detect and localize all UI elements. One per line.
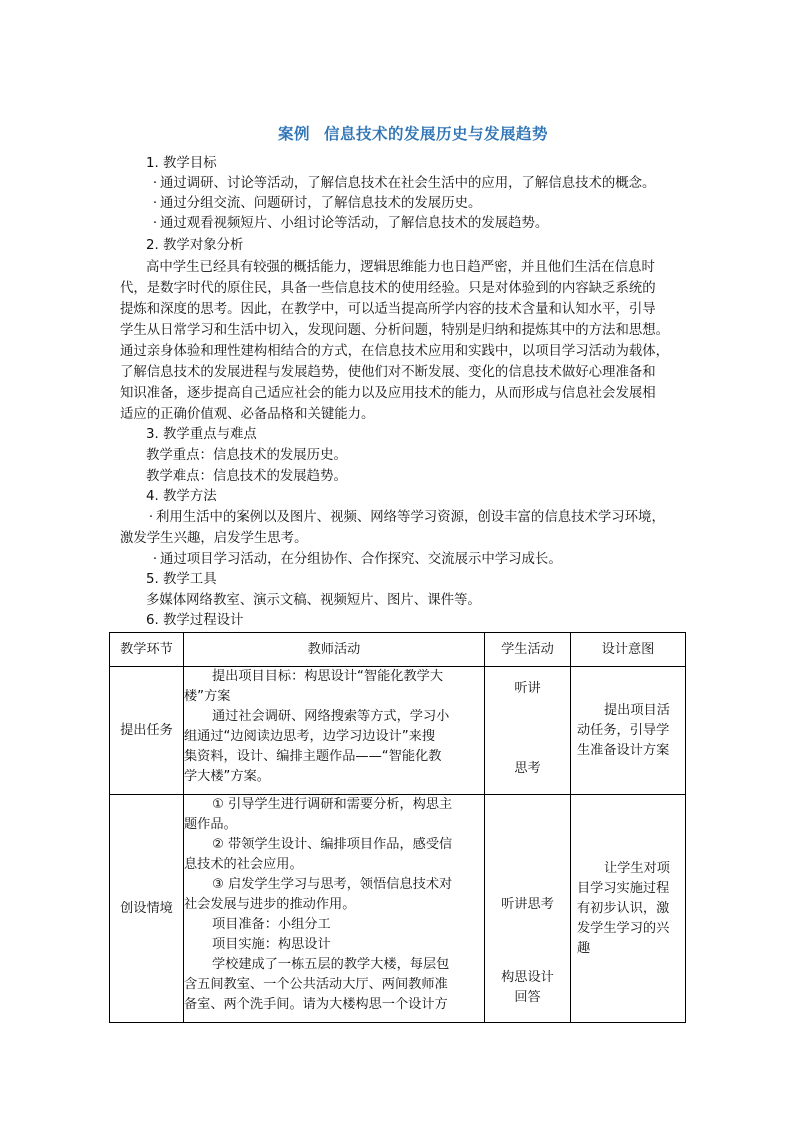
design-intent-cell: 提出项目活 动任务，引导学 生准备设计方案	[571, 667, 686, 795]
key-point-text: 教学重点：信息技术的发展历史。	[146, 448, 347, 463]
paragraph-line: 高中学生已经具有较强的概括能力，逻辑思维能力也日趋严密，并且他们生活在信息时	[146, 260, 655, 275]
paragraph-line: 知识准备，逐步提高自己适应社会的能力以及应用技术的能力，从而形成与信息社会发展相	[120, 386, 656, 401]
bullet-item: · 利用生活中的案例以及图片、视频、网络等学习资源，创设丰富的信息技术学习环境，	[148, 510, 665, 525]
section-heading-tools: 5. 教学工具	[146, 572, 217, 587]
paragraph-line: 提炼和深度的思考。因此，在教学中，可以适当提高所学内容的技术含量和认知水平，引导	[120, 302, 656, 317]
table-header-row	[110, 633, 686, 667]
section-heading-analysis: 2. 教学对象分析	[146, 238, 244, 253]
bullet-continuation: 激发学生兴趣，启发学生思考。	[120, 531, 308, 546]
case-label: 案例	[277, 125, 310, 143]
teacher-activity-cell: 提出项目目标：构思设计“智能化教学大 楼”方案 通过社会调研、网络搜索等方式，学习小 组通过“边阅读边思考，边学习边设计”来搜 集资料，设计、编排主题作品——“智能化教 学大楼”方案。	[184, 667, 485, 795]
paragraph-line: 了解信息技术的发展进程与发展趋势，使他们对不断发展、变化的信息技术做好心理准备和	[120, 365, 656, 380]
process-design-table	[109, 632, 686, 1023]
stage-cell: 提出任务	[110, 667, 184, 795]
tools-text: 多媒体网络教室、演示文稿、视频短片、图片、课件等。	[146, 593, 481, 608]
difficulty-text: 教学难点：信息技术的发展趋势。	[146, 469, 347, 484]
student-activity-cell: 听讲思考 构思设计 回答	[485, 795, 571, 1023]
paragraph-line: 代，是数字时代的原住民，具备一些信息技术的使用经验。只是对体验到的内容缺乏系统的	[120, 281, 656, 296]
header-stage: 教学环节	[110, 633, 184, 667]
bullet-item: · 通过调研、讨论等活动，了解信息技术在社会生活中的应用，了解信息技术的概念。	[152, 176, 656, 191]
table-row	[110, 795, 686, 1023]
page-title	[0, 122, 794, 144]
section-heading-methods: 4. 教学方法	[146, 489, 217, 504]
bullet-item: · 通过项目学习活动，在分组协作、合作探究、交流展示中学习成长。	[152, 552, 562, 567]
section-heading-process: 6. 教学过程设计	[146, 613, 244, 628]
case-title: 信息技术的发展历史与发展趋势	[324, 125, 549, 143]
stage-cell: 创设情境	[110, 795, 184, 1023]
bullet-item: · 通过分组交流、问题研讨，了解信息技术的发展历史。	[152, 196, 482, 211]
paragraph-line: 通过亲身体验和理性建构相结合的方式，在信息技术应用和实践中，以项目学习活动为载体，	[120, 344, 670, 359]
paragraph-line: 学生从日常学习和生活中切入，发现问题、分析问题，特别是归纳和提炼其中的方法和思想。	[120, 323, 670, 338]
bullet-item: · 通过观看视频短片、小组讨论等活动，了解信息技术的发展趋势。	[152, 216, 549, 231]
section-heading-key-points: 3. 教学重点与难点	[146, 427, 257, 442]
paragraph-line: 适应的正确价值观、必备品格和关键能力。	[120, 407, 375, 422]
header-student: 学生活动	[485, 633, 571, 667]
section-heading-objectives: 1. 教学目标	[146, 156, 217, 171]
header-intent: 设计意图	[571, 633, 686, 667]
student-activity-cell: 听讲 思考	[485, 667, 571, 795]
teacher-activity-cell: ① 引导学生进行调研和需要分析，构思主 题作品。 ② 带领学生设计、编排项目作品，感受信 息技术的社会应用。 ③ 启发学生学习与思考，领悟信息技术对 社会发展与进步的推动作用。 项目准备：小组分工 项目实施：构思设计 学校建成了一栋五层的教学大楼，每层包 含五间教室、一个公共活动大厅、两间教师准 备室、两个洗手间。请为大楼构思一个设计方	[184, 795, 485, 1023]
table-row	[110, 667, 686, 795]
design-intent-cell: 让学生对项 目学习实施过程 有初步认识，激 发学生学习的兴 趣	[571, 795, 686, 1023]
header-teacher: 教师活动	[184, 633, 485, 667]
